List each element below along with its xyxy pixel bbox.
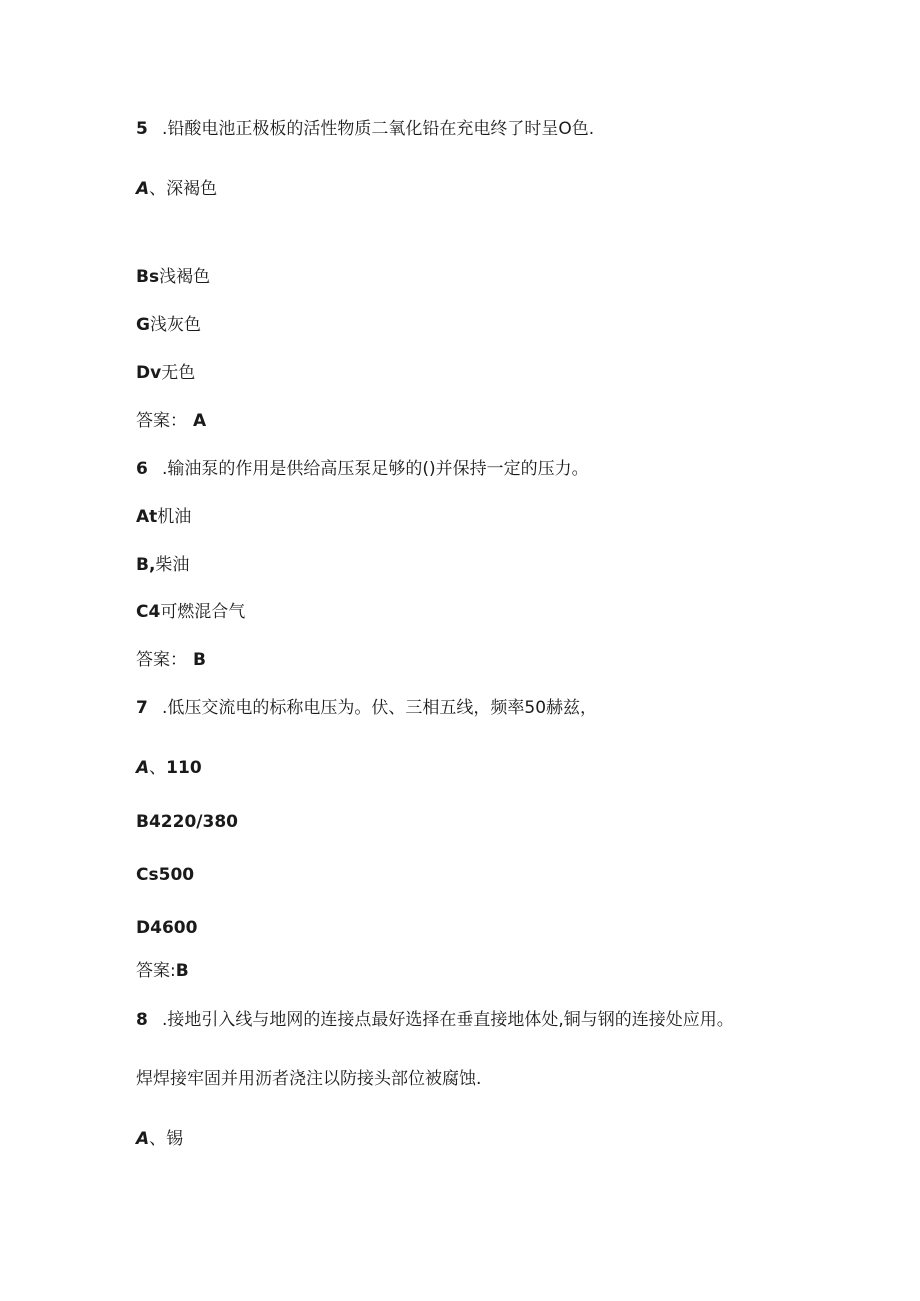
question-text: .输油泵的作用是供给高压泵足够的()并保持一定的压力。 xyxy=(162,459,589,479)
option-text: 浅褐色 xyxy=(159,267,211,287)
option-c xyxy=(136,864,194,886)
option-text: 无色 xyxy=(161,363,196,383)
option-label: A xyxy=(136,1129,150,1149)
question-text-continued: 焊焊接牢固并用沥者浇注以防接头部位被腐蚀. xyxy=(136,1069,482,1089)
question-number: 6 xyxy=(136,459,148,479)
answer-label: 答案： xyxy=(136,650,187,670)
answer-label: 答案： xyxy=(136,411,187,431)
option-b xyxy=(136,554,189,576)
option-text: 深褐色 xyxy=(166,179,218,199)
question-text: .低压交流电的标称电压为。伏、三相五线，频率50赫兹， xyxy=(162,698,598,718)
option-a xyxy=(136,506,191,528)
option-label: At xyxy=(136,507,158,527)
option-label: Bs xyxy=(136,267,160,287)
option-label: Cs xyxy=(136,865,159,885)
option-sep: 、 xyxy=(149,1129,167,1149)
question-8-stem-continued xyxy=(136,1068,481,1090)
question-number: 5 xyxy=(136,119,148,139)
answer-line xyxy=(136,410,206,432)
option-label: A xyxy=(136,179,150,199)
option-d xyxy=(136,362,195,384)
option-label: C4 xyxy=(136,602,161,622)
question-7-stem xyxy=(136,697,597,719)
option-text: 500 xyxy=(158,865,195,885)
option-text: 机油 xyxy=(157,507,192,527)
option-label: D4 xyxy=(136,918,162,938)
option-sep: 、 xyxy=(149,758,167,778)
option-text: 220/380 xyxy=(160,812,238,832)
option-a xyxy=(136,178,217,200)
option-a xyxy=(136,757,202,779)
option-text: 柴油 xyxy=(155,555,190,575)
option-c xyxy=(136,601,245,623)
answer-label: 答案: xyxy=(136,961,176,981)
option-label: B4 xyxy=(136,812,161,832)
option-label: B, xyxy=(136,555,156,575)
answer-value: A xyxy=(193,411,207,431)
question-text: .铅酸电池正极板的活性物质二氧化铅在充电终了时呈O色. xyxy=(162,119,595,139)
option-d xyxy=(136,917,197,939)
question-5-stem xyxy=(136,118,594,140)
question-number: 8 xyxy=(136,1010,148,1030)
option-text: 可燃混合气 xyxy=(160,602,246,622)
option-text: 锡 xyxy=(166,1129,184,1149)
answer-line xyxy=(136,649,206,671)
answer-value: B xyxy=(193,650,206,670)
option-text: 110 xyxy=(166,758,202,778)
option-a xyxy=(136,1128,183,1150)
option-label: Dv xyxy=(136,363,162,383)
option-text: 600 xyxy=(161,918,198,938)
question-8-stem xyxy=(136,1009,734,1031)
option-c xyxy=(136,314,201,336)
option-label: A xyxy=(136,758,150,778)
question-6-stem xyxy=(136,458,589,480)
answer-line xyxy=(136,960,189,982)
option-label: G xyxy=(136,315,150,335)
question-number: 7 xyxy=(136,698,148,718)
option-sep: 、 xyxy=(149,179,167,199)
option-b xyxy=(136,266,210,288)
option-text: 浅灰色 xyxy=(149,315,201,335)
option-b xyxy=(136,811,238,833)
answer-value: B xyxy=(175,961,189,981)
question-text: .接地引入线与地网的连接点最好选择在垂直接地体处,铜与钢的连接处应用。 xyxy=(162,1010,734,1030)
